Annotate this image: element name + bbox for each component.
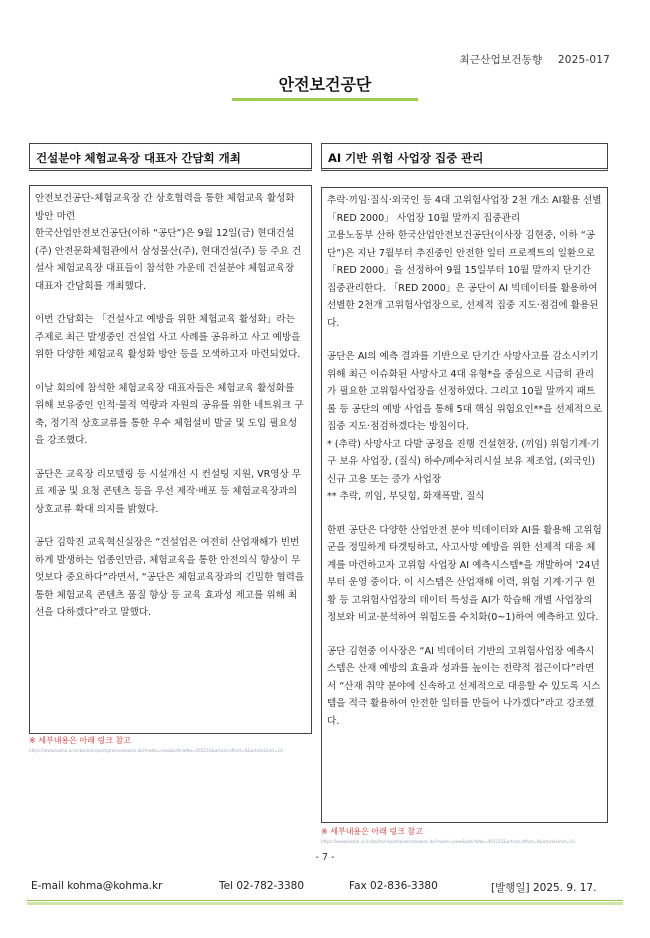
- footer-email: E-mail kohma@kohma.kr: [31, 880, 163, 892]
- issue-number: 2025-017: [557, 54, 610, 66]
- left-reference-link[interactable]: https://www.kosha.or.kr/kosha/report/pressreleases.do?mode=view&articleNo=455210&article.offset=0&articleLimit=10: [29, 748, 283, 753]
- left-article-box: [29, 185, 312, 734]
- right-paragraph: 고용노동부 산하 한국산업안전보건공단(이사장 김현중, 이하 “공단”)은 지난 7월부터 추진중인 안전한 일터 프로젝트의 일환으로 「RED 2000」을 선정하여 9월 15일부터 10월 말까지 단기간 집중관리한다. 「RED 2000」은 공단이 AI 빅데이터를 활용하여 선별한 2천개 고위험사업장으로, 선제적 집중 지도·점검에 활용된다.: [327, 230, 599, 329]
- footer-tel: Tel 02-782-3380: [219, 880, 305, 892]
- page-title: 안전보건공단: [278, 75, 372, 94]
- left-paragraph: 공단은 교육장 리모델링 등 시설개선 시 컨설팅 지원, VR영상 무료 제공 및 요청 콘텐츠 등을 우선 제작·배포 등 체험교육장과의 상호교류 확대 의지를 밝혔다.: [35, 468, 302, 515]
- right-paragraph: 한편 공단은 다양한 산업안전 분야 빅데이터와 AI를 활용해 고위험군을 정밀하게 타겟팅하고, 사고사망 예방을 위한 선제적 대응 체계를 마련하고자 고위험 사업장 AI 예측시스템*을 개발하여 '24년부터 운영 중이다. 이 시스템은 산업재해 이력, 위험 기계·기구 현황 등 고위험사업장의 데이터 특성을 AI가 학습해 개별 사업장의 정보와 비교·분석하여 위험도를 수치화(0~1)하여 예측하고 있다.: [327, 524, 602, 623]
- footer-fax: Fax 02-836-3380: [349, 880, 438, 892]
- page-number: - 7 -: [315, 852, 335, 863]
- left-section-title: 건설분야 체험교육장 대표자 간담회 개최: [29, 143, 312, 171]
- right-article-box: [321, 187, 608, 823]
- left-paragraph: 이번 간담회는 「건설사고 예방을 위한 체험교육 활성화」라는 주제로 최근 발생중인 건설업 사고 사례를 공유하고 사고 예방을 위한 다양한 체험교육 활성화 방안 등을 모색하고자 마련되었다.: [35, 314, 301, 360]
- footer-date: [발행일] 2025. 9. 17.: [491, 882, 597, 894]
- page-title-wrap: [0, 72, 650, 98]
- left-paragraph: 한국산업안전보건공단(이하 “공단”)은 9월 12일(금) 현대건설(주) 안전문화체험관에서 삼성물산(주), 현대건설(주) 등 주요 건설사 체험교육장 대표들이 참석한 가운데 건설분야 체험교육장 대표자 간담회를 개최했다.: [35, 228, 302, 292]
- left-paragraph: 이날 회의에 참석한 체험교육장 대표자들은 체험교육 활성화를 위해 보유중인 인적·물적 역량과 자원의 공유를 위한 네트워크 구축, 정기적 상호교류를 통한 우수 체험설비 발굴 및 도입 필요성을 강조했다.: [35, 382, 304, 446]
- right-footnote: * (추락) 사망사고 다발 공정을 진행 건설현장, (끼임) 위험기계·기구 보유 사업장, (질식) 하수/폐수처리시설 보유 제조업, (외국인) 신규 고용 또는 증가 사업장: [327, 438, 600, 485]
- right-lead-title: 추락·끼임·질식·외국인 등 4대 고위험사업장 2천 개소 AI활용 선별 「RED 2000」 사업장 10월 말까지 집중관리: [327, 195, 602, 224]
- right-paragraph: 공단은 AI의 예측 결과를 기반으로 단기간 사망사고를 감소시키기 위해 최근 이슈화된 사망사고 4대 유형*을 중심으로 시급히 관리가 필요한 고위험사업장을 선정하였다. 그리고 10월 말까지 패트롤 등 공단의 예방 사업을 통해 5대 핵심 위험요인**을 선제적으로 집중 지도·점검하겠다는 방침이다.: [327, 351, 602, 432]
- title-underline: [232, 98, 418, 101]
- footer-bar: [27, 902, 623, 905]
- issue-header: [460, 52, 610, 67]
- right-paragraph: 공단 김현중 이사장은 “AI 빅데이터 기반의 고위험사업장 예측시스템은 산재 예방의 효율과 성과를 높이는 전략적 접근이다”라면서 “산재 취약 분야에 신속하고 선제적으로 대응할 수 있도록 시스템을 적극 활용하여 안전한 일터를 만들어 나가겠다”라고 강조했다.: [327, 645, 601, 727]
- footer-divider: [27, 900, 623, 901]
- right-reference-note: ※ 세부내용은 아래 링크 참고: [321, 827, 423, 836]
- left-paragraph: 공단 김학진 교육혁신실장은 “건설업은 여전히 산업재해가 빈번하게 발생하는 업종인만큼, 체험교육을 통한 안전의식 향상이 무엇보다 중요하다”라면서, “공단은 체험교육장과의 긴밀한 협력을 통한 체험교육 콘텐츠 품질 향상 등 교육 효과성 제고를 위해 최선을 다하겠다”라고 말했다.: [35, 537, 305, 618]
- right-footnote: ** 추락, 끼임, 부딪힘, 화재폭발, 질식: [327, 491, 485, 502]
- left-reference-note: ※ 세부내용은 아래 링크 참고: [29, 736, 131, 745]
- right-reference-link[interactable]: https://www.kosha.or.kr/kosha/report/pressreleases.do?mode=view&articleNo=455215&article.offset=0&articleLimit=10: [321, 839, 575, 844]
- right-section-title: AI 기반 위험 사업장 집중 관리: [321, 143, 608, 171]
- left-lead-title: 안전보건공단-체험교육장 간 상호협력을 통한 체험교육 활성화 방안 마련: [35, 193, 295, 222]
- issue-label: 최근산업보건동향: [459, 54, 543, 66]
